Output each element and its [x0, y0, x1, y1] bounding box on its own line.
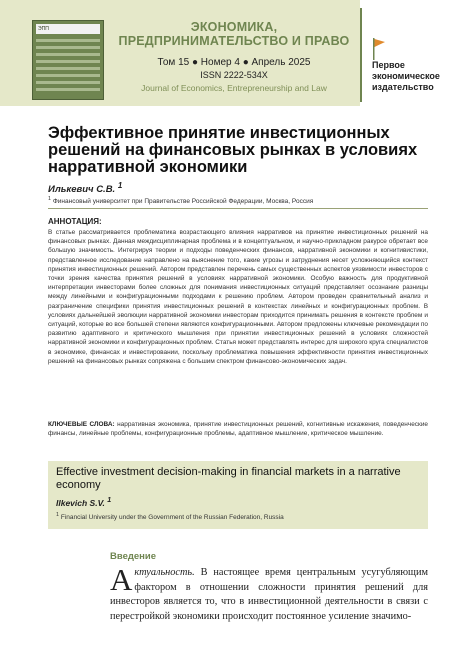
publisher-line2: экономическое [372, 71, 440, 81]
dropcap: А [110, 562, 133, 597]
affiliation-ru [48, 196, 313, 205]
author-name: Илькевич С.В. [48, 184, 116, 196]
publisher-divider [360, 8, 362, 102]
english-affiliation [56, 512, 284, 521]
author-superscript: 1 [117, 181, 123, 190]
english-author [56, 496, 111, 508]
section-heading-introduction: Введение [110, 551, 157, 562]
publisher-line1: Первое [372, 60, 405, 70]
keywords-text: нарративная экономика, принятие инвестиционных решений, когнитивные искажения, поведенческие финансы, линейные проблемы, конфигурационные проблемы, адаптивное мышление, критическое мышление. [48, 421, 428, 438]
article-title: Эффективное принятие инвестиционных решений на финансовых рынках в условиях нарративной экономики [48, 124, 418, 176]
affiliation-text: Финансовый университет при Правительстве Российской Федерации, Москва, Россия [52, 198, 314, 206]
journal-title-line2: ПРЕДПРИНИМАТЕЛЬСТВО И ПРАВО [118, 34, 350, 48]
affiliation-superscript: 1 [48, 196, 52, 202]
issue-info: Том 15 ● Номер 4 ● Апрель 2025 [157, 57, 311, 68]
keywords-label: КЛЮЧЕВЫЕ СЛОВА: [48, 421, 115, 428]
journal-cover-thumbnail [32, 20, 104, 100]
publisher-block [360, 0, 467, 106]
introduction-text [110, 562, 428, 624]
keywords [48, 420, 428, 438]
issn: ISSN 2222-534X [200, 70, 268, 80]
cover-decoration [36, 39, 100, 95]
intro-lead: ктуальность. [134, 567, 195, 578]
journal-title [118, 20, 350, 48]
english-author-name: Ilkevich S.V. [56, 497, 105, 508]
abstract-label: АННОТАЦИЯ: [48, 217, 102, 226]
english-title: Effective investment decision-making in financial markets in a narrative economy [56, 466, 401, 491]
abstract-text: В статье рассматривается проблематика возрастающего влияния нарративов на принятие инвестиционных решений на финансовых рынках. Данная междисциплинарная проблема и в концептуальном, и научно-прикладном ракурсе обретает все большую значимость. Интегрируя теории и подходы поведенческих финансов, нарративной экономики и когнитивистики, представленное исследование направлено на выяснение того, какие угрозы и затруднения несет усложняющийся контекст принятия инвестиционных решений. Автором представлен перечень самых существенных аспектов уязвимости инвесторов с точки зрения качества принятия решений в условиях нарративной экономики. Особую важность для продуктивной интерпретации инвесторами более сложных для понимания инвестиционных ситуаций представляет осознание разницы между линейными и конфигурационными подходами к решению проблем. Автором проведен сравнительный анализ и разграничение специфики принятия инвестиционных решений в контекстах линейных и конфигурационных проблем. В условиях дальнейшей эволюции нарративной экономики инвесторам приходится принимать решения в контексте проблем и ситуаций, которые во все большей степени являются конфигурационными. Автором предложены ключевые рекомендации по развитию адаптивного и критического мышления при принятии инвестиционных решений в условиях сложностей нарративной экономики и конфигурационных проблем. Статья может представлять интерес для широкого круга специалистов в экономике, финансах и инвестировании, поскольку проблематика повышения эффективности принятия инвестиционных решений на финансовых рынках сопряжена с большим спектром финансово-экономических задач. [48, 229, 428, 365]
journal-header [0, 0, 467, 106]
english-affiliation-superscript: 1 [56, 512, 60, 518]
english-author-superscript: 1 [107, 496, 112, 504]
english-summary-box [48, 461, 428, 529]
intro-body: В настоящее время центральным усугубляющим фактором в отношении сложности принятия решений для инвесторов является то, что в инвестиционной деятельности в связи с перестройкой экономики происходит постоянное усиление значимо- [110, 567, 428, 622]
journal-title-line1: ЭКОНОМИКА, [190, 20, 278, 34]
cover-label: ЭПП [36, 24, 100, 34]
journal-english-title: Journal of Economics, Entrepreneurship and Law [141, 83, 327, 93]
publisher-line3: издательство [372, 82, 434, 92]
english-affiliation-text: Financial University under the Government of the Russian Federation, Russia [60, 514, 284, 522]
divider [48, 208, 428, 209]
flag-icon [372, 38, 386, 60]
publisher-name [372, 60, 440, 93]
author-ru [48, 181, 122, 195]
